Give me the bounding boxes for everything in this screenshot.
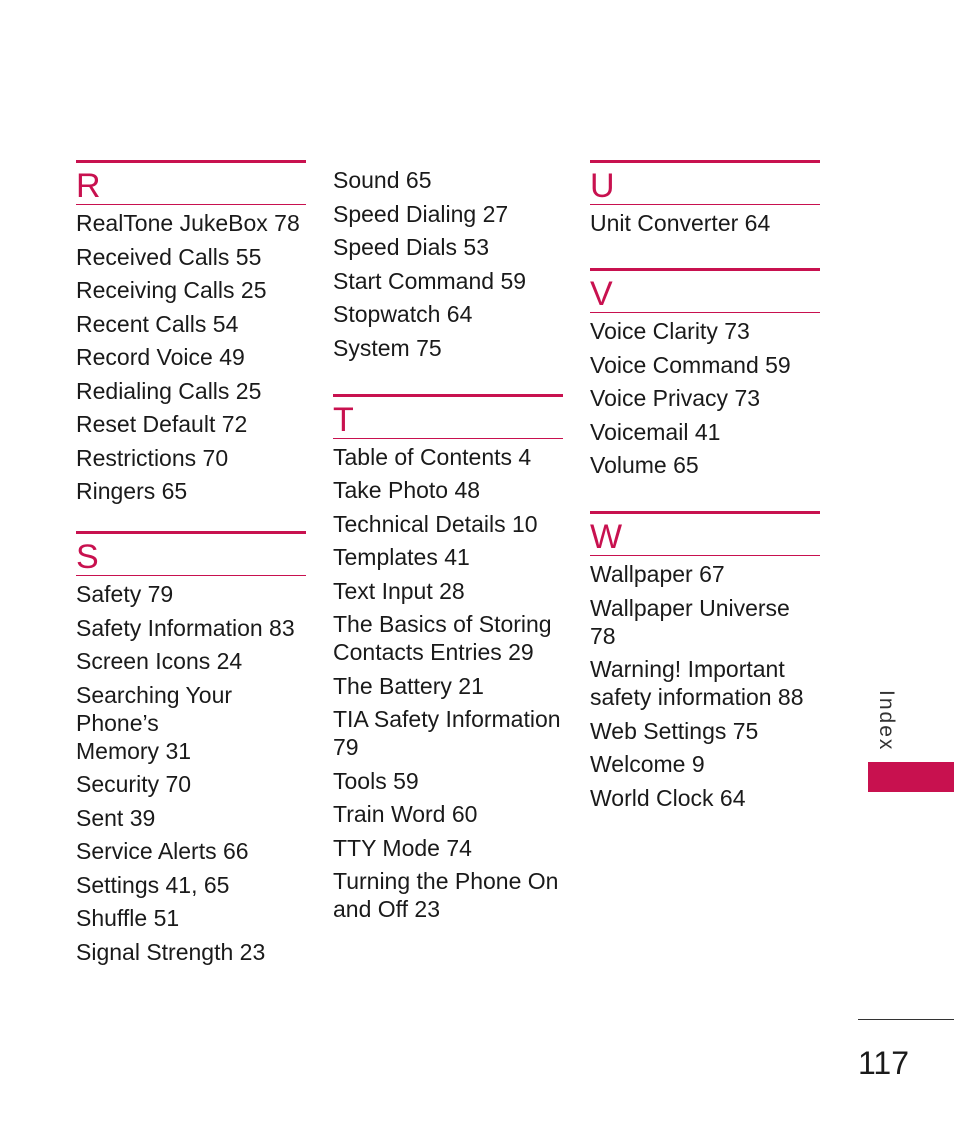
index-entry: Turning the Phone On and Off 23 [333,868,559,922]
index-entry: Wallpaper Universe 78 [590,594,790,649]
section-letter-w: W [590,518,623,556]
index-entry: Ringers 65 [76,478,188,504]
index-section-w [590,511,820,812]
index-entry: Receiving Calls 25 [76,277,267,303]
section-header-t [333,394,563,439]
entry-list-r [76,209,306,505]
side-tab-label: Index [875,690,898,752]
index-entry: Signal Strength 23 [76,938,266,965]
section-letter-t: T [333,400,354,439]
section-letter-s: S [76,538,99,576]
index-entry: Take Photo 48 [333,477,481,503]
index-entry: Screen Icons 24 [76,648,243,674]
index-entry: Service Alerts 66 [76,838,249,864]
entry-list-u [590,209,820,237]
index-entry: Welcome 9 [590,751,705,777]
index-entry: System 75 [333,334,442,361]
index-entry: Stopwatch 64 [333,301,473,327]
index-entry: Sound 65 [333,167,432,193]
page-number: 117 [858,1045,910,1081]
index-entry: Sent 39 [76,804,156,831]
index-entry: Tools 59 [333,767,419,794]
index-section-s [76,531,306,966]
entry-list-t [333,443,563,924]
index-entry: Speed Dials 53 [333,234,489,260]
page-number-rule [858,1019,954,1020]
index-section-v [590,268,820,479]
index-entry: Voice Clarity 73 [590,318,750,344]
index-entry: Safety Information 83 [76,614,295,641]
index-entry: Voicemail 41 [590,418,721,445]
index-entry: Searching Your Phone’s Memory 31 [76,681,233,764]
index-entry: Table of Contents 4 [333,443,532,470]
section-letter-u: U [590,167,615,205]
index-entry: Text Input 28 [333,577,465,604]
index-entry: Restrictions 70 [76,444,229,471]
index-entry: Security 70 [76,771,192,797]
index-entry: Unit Converter 64 [590,210,771,236]
index-entry: Reset Default 72 [76,411,248,437]
index-entry: Voice Command 59 [590,351,791,378]
section-header-u [590,160,820,205]
entry-list-v [590,317,820,479]
section-header-s [76,531,306,576]
entry-list-s [76,580,306,966]
side-tab-marker [868,762,954,792]
index-entry: Settings 41, 65 [76,871,230,898]
index-entry: Train Word 60 [333,801,478,827]
index-entry: Recent Calls 54 [76,310,239,337]
index-entry: Redialing Calls 25 [76,377,262,404]
index-entry: TTY Mode 74 [333,834,472,861]
index-column-2 [333,166,563,929]
section-letter-v: V [590,275,613,313]
index-entry: Received Calls 55 [76,243,262,270]
section-header-v [590,268,820,313]
index-entry: The Basics of Storing Contacts Entries 29 [333,611,552,665]
index-section-u [590,160,820,237]
index-entry: World Clock 64 [590,784,746,811]
index-entry: Record Voice 49 [76,344,245,370]
index-entry: Safety 79 [76,581,174,607]
index-section-r [76,160,306,505]
index-column-3 [590,160,820,817]
index-entry: Technical Details 10 [333,510,538,537]
index-entry: Wallpaper 67 [590,561,725,587]
entry-list-s-continued [333,166,563,362]
index-entry: Web Settings 75 [590,717,759,744]
index-entry: RealTone JukeBox 78 [76,210,300,236]
index-entry: Voice Privacy 73 [590,385,761,411]
section-header-r [76,160,306,205]
index-section-t [333,394,563,924]
index-column-1 [76,160,306,971]
section-letter-r: R [76,167,101,205]
index-entry: Volume 65 [590,452,699,478]
index-entry: Templates 41 [333,544,470,570]
index-entry: TIA Safety Information 79 [333,706,561,760]
entry-list-w [590,560,820,812]
index-entry: Speed Dialing 27 [333,200,509,227]
section-header-w [590,511,820,556]
index-entry: Start Command 59 [333,267,527,294]
index-entry: The Battery 21 [333,672,484,699]
index-entry: Shuffle 51 [76,905,180,931]
index-entry: Warning! Important safety information 88 [590,656,804,710]
